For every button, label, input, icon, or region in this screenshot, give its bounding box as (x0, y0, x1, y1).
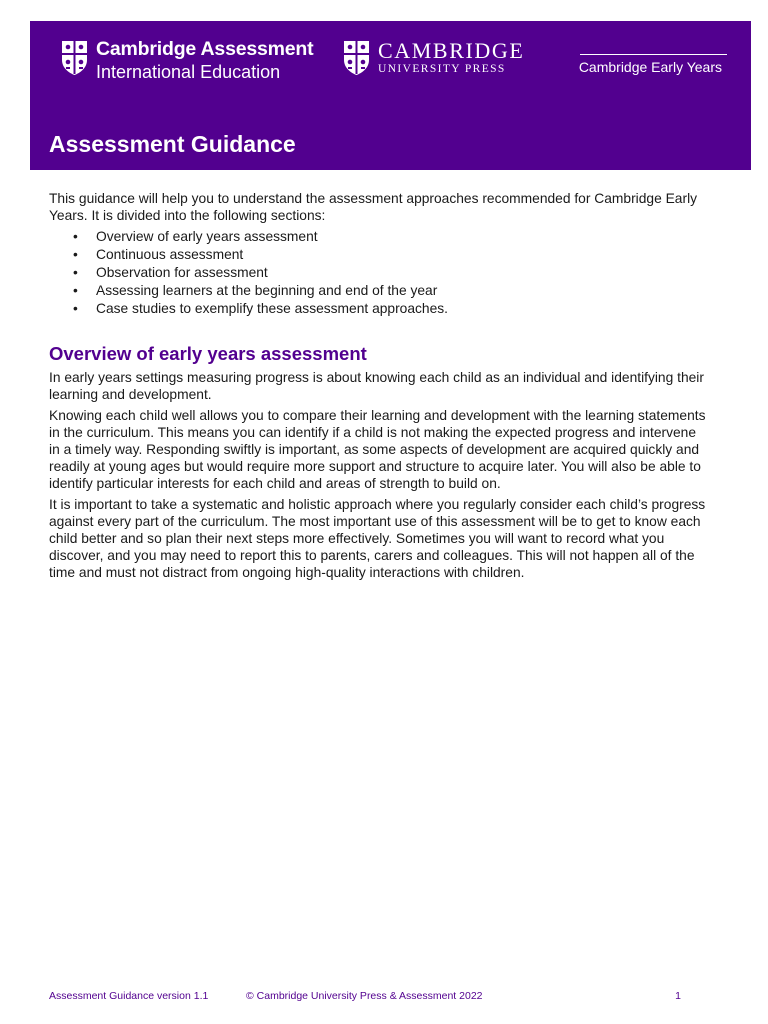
intro-paragraph: This guidance will help you to understand the assessment approaches recommended for Cambridge Early Years. It is divided into the following sections: (49, 191, 698, 223)
footer-version: Assessment Guidance version 1.1 (49, 990, 209, 1002)
cambridge-shield-icon (343, 40, 370, 76)
overview-paragraph: It is important to take a systematic and holistic approach where you regularly consider each child’s progress against every part of the curriculum. The most important use of this assessment will be to get to know each child better and so plan their next steps more effectively. Sometimes you will want to record what you discover, and you may need to report this to parents, carers and colleagues. This will not happen all of the time and must not distract from ongoing high-quality interactions with children. (49, 497, 706, 580)
cup-logo (343, 40, 524, 76)
sections-list (49, 228, 709, 318)
section-heading-overview: Overview of early years assessment (49, 343, 367, 364)
page-footer (49, 990, 681, 1004)
cup-wordmark (378, 40, 524, 76)
cup-wordmark-line1: CAMBRIDGE (378, 38, 525, 63)
overview-paragraph: In early years settings measuring progress is about knowing each child as an individual and identifying their learning and development. (49, 370, 704, 402)
list-item: • Assessing learners at the beginning and end of the year (49, 282, 709, 300)
cie-wordmark-line2: International Education (96, 61, 281, 82)
cie-logo (61, 40, 313, 81)
overview-paragraph: Knowing each child well allows you to compare their learning and development with the learning statements in the curriculum. This means you can identify if a child is not making the expected progress and intervene in a timely way. Responding swiftly is important, as some aspects of development are acquired quickly and readily at young ages but would require more support and structure to acquire later. You will also be able to identify particular interests for each child and areas of strength to build on. (49, 408, 706, 491)
page-title: Assessment Guidance (49, 131, 296, 157)
program-label: Cambridge Early Years (578, 59, 722, 75)
cambridge-shield-icon (61, 40, 88, 76)
list-item: • Continuous assessment (49, 246, 709, 264)
list-item: • Case studies to exemplify these assessment approaches. (49, 300, 709, 318)
footer-page-number: 1 (675, 990, 681, 1002)
document-body (49, 190, 709, 585)
footer-copyright: © Cambridge University Press & Assessment 2022 (246, 990, 483, 1002)
list-item: • Observation for assessment (49, 264, 709, 282)
program-label-rule (580, 54, 727, 55)
cie-wordmark-line1: Cambridge Assessment (96, 38, 314, 60)
cie-wordmark (96, 40, 313, 81)
list-item: • Overview of early years assessment (49, 228, 709, 246)
header-banner (30, 21, 751, 170)
cup-wordmark-line2: UNIVERSITY PRESS (378, 63, 506, 75)
